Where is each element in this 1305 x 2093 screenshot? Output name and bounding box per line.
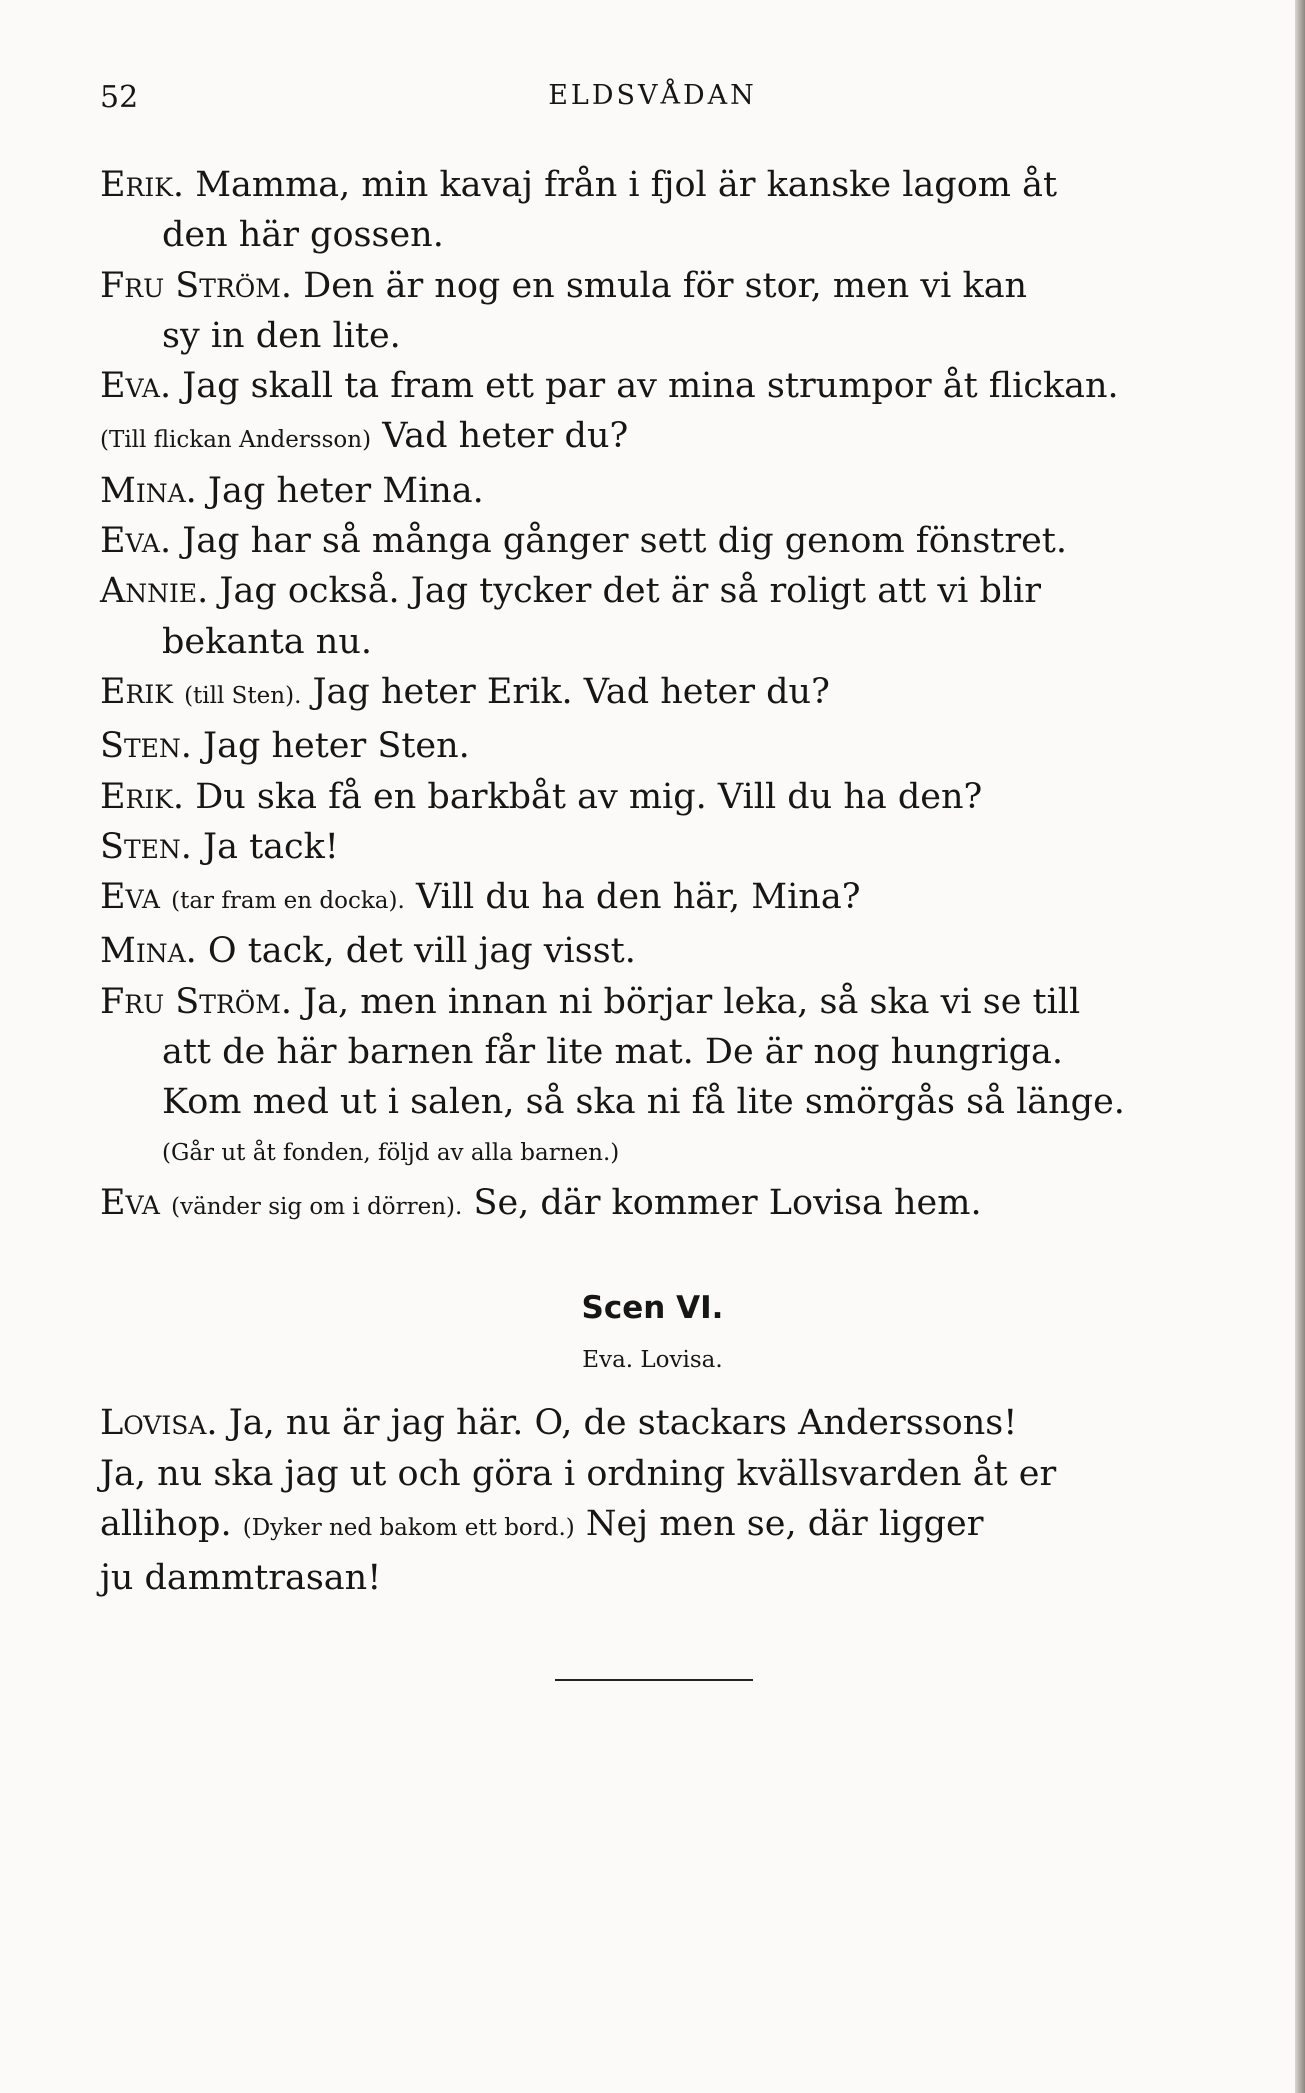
dialogue-text: Du ska få en barkbåt av mig. Vill du ha den? bbox=[195, 776, 983, 817]
speaker-name: Eva bbox=[100, 877, 160, 918]
dialogue-entry bbox=[100, 872, 1205, 926]
dialogue-text: bekanta nu. bbox=[162, 621, 372, 662]
dialogue-text: Jag har så många gånger sett dig genom fönstret. bbox=[182, 521, 1067, 562]
scene-heading: Scen VI. bbox=[581, 1290, 724, 1327]
dialogue-entry bbox=[100, 466, 1205, 516]
speaker-aside: (till Sten). bbox=[184, 682, 302, 709]
play-text bbox=[100, 160, 1205, 1603]
dialogue-text: allihop. bbox=[100, 1503, 232, 1544]
dialogue-entry bbox=[100, 261, 1205, 362]
dialogue-entry bbox=[100, 516, 1205, 566]
dialogue-text: sy in den lite. bbox=[162, 315, 401, 356]
page-edge-shadow bbox=[1295, 0, 1305, 2093]
speaker-name: Eva. bbox=[100, 366, 172, 407]
speaker-name: Sten. bbox=[100, 726, 192, 767]
dialogue-text: Den är nog en smula för stor, men vi kan bbox=[303, 265, 1028, 306]
end-divider-rule bbox=[555, 1679, 753, 1681]
dialogue-text: Ja, nu ska jag ut och göra i ordning kvällsvarden åt er bbox=[100, 1453, 1057, 1494]
speaker-name: Fru Ström. bbox=[100, 981, 292, 1022]
dialogue-text: Se, där kommer Lovisa hem. bbox=[473, 1182, 982, 1223]
dialogue-text: Vad heter du? bbox=[382, 416, 629, 457]
dialogue-eva-door bbox=[100, 1178, 1205, 1232]
dialogue-text: ju dammtrasan! bbox=[100, 1558, 382, 1599]
speaker-name: Mina. bbox=[100, 931, 197, 972]
page-number: 52 bbox=[100, 80, 139, 115]
speaker-name: Mina. bbox=[100, 470, 197, 511]
speaker-aside: (tar fram en docka). bbox=[171, 888, 405, 915]
dialogue-text: Kom med ut i salen, så ska ni få lite smörgås så länge. bbox=[162, 1082, 1125, 1123]
dialogue-text: Ja, nu är jag här. O, de stackars Anderssons! bbox=[228, 1403, 1018, 1444]
dialogue-list bbox=[100, 160, 1205, 1128]
running-title: ELDSVÅDAN bbox=[548, 80, 757, 111]
dialogue-entry bbox=[100, 977, 1205, 1128]
speaker-name: Fru Ström. bbox=[100, 265, 292, 306]
scene-characters: Eva. Lovisa. bbox=[582, 1347, 723, 1374]
dialogue-text: Vill du ha den här, Mina? bbox=[415, 877, 861, 918]
dialogue-text: Jag också. Jag tycker det är så roligt att vi blir bbox=[219, 571, 1041, 612]
speaker-name: Annie. bbox=[100, 571, 209, 612]
dialogue-entry bbox=[100, 566, 1205, 667]
speaker-name: Lovisa. bbox=[100, 1403, 218, 1444]
dialogue-text: Ja tack! bbox=[203, 826, 339, 867]
speaker-name: Eva bbox=[100, 1182, 160, 1223]
dialogue-text: Mamma, min kavaj från i fjol är kanske lagom åt bbox=[195, 165, 1058, 205]
stage-aside: (Dyker ned bakom ett bord.) bbox=[242, 1514, 575, 1541]
speaker-name: Sten. bbox=[100, 826, 192, 867]
dialogue-lovisa bbox=[100, 1398, 1205, 1603]
dialogue-text: Jag heter Sten. bbox=[203, 726, 470, 767]
dialogue-text: Jag heter Erik. Vad heter du? bbox=[312, 671, 830, 712]
dialogue-entry bbox=[100, 667, 1205, 721]
speaker-name: Erik. bbox=[100, 165, 185, 205]
dialogue-entry bbox=[100, 721, 1205, 771]
dialogue-text: O tack, det vill jag visst. bbox=[207, 931, 636, 972]
dialogue-text: den här gossen. bbox=[162, 215, 444, 256]
dialogue-text: Nej men se, där ligger bbox=[585, 1503, 984, 1544]
dialogue-text: Jag heter Mina. bbox=[207, 470, 484, 511]
speaker-aside: (vänder sig om i dörren). bbox=[171, 1193, 463, 1220]
dialogue-entry bbox=[100, 926, 1205, 976]
stage-direction: (Går ut åt fonden, följd av alla barnen.) bbox=[162, 1139, 620, 1166]
speaker-aside: (Till flickan Andersson) bbox=[100, 427, 372, 454]
dialogue-text: Ja, men innan ni börjar leka, så ska vi se till bbox=[303, 981, 1081, 1022]
dialogue-entry bbox=[100, 160, 1205, 261]
dialogue-entry bbox=[100, 772, 1205, 822]
dialogue-entry bbox=[100, 411, 1205, 465]
speaker-name: Erik. bbox=[100, 776, 185, 817]
dialogue-entry bbox=[100, 822, 1205, 872]
speaker-name: Eva. bbox=[100, 521, 172, 562]
speaker-name: Erik bbox=[100, 671, 173, 712]
dialogue-text: Jag skall ta fram ett par av mina strumpor åt flickan. bbox=[182, 366, 1119, 407]
dialogue-text: att de här barnen får lite mat. De är nog hungriga. bbox=[162, 1032, 1064, 1073]
dialogue-entry bbox=[100, 361, 1205, 411]
